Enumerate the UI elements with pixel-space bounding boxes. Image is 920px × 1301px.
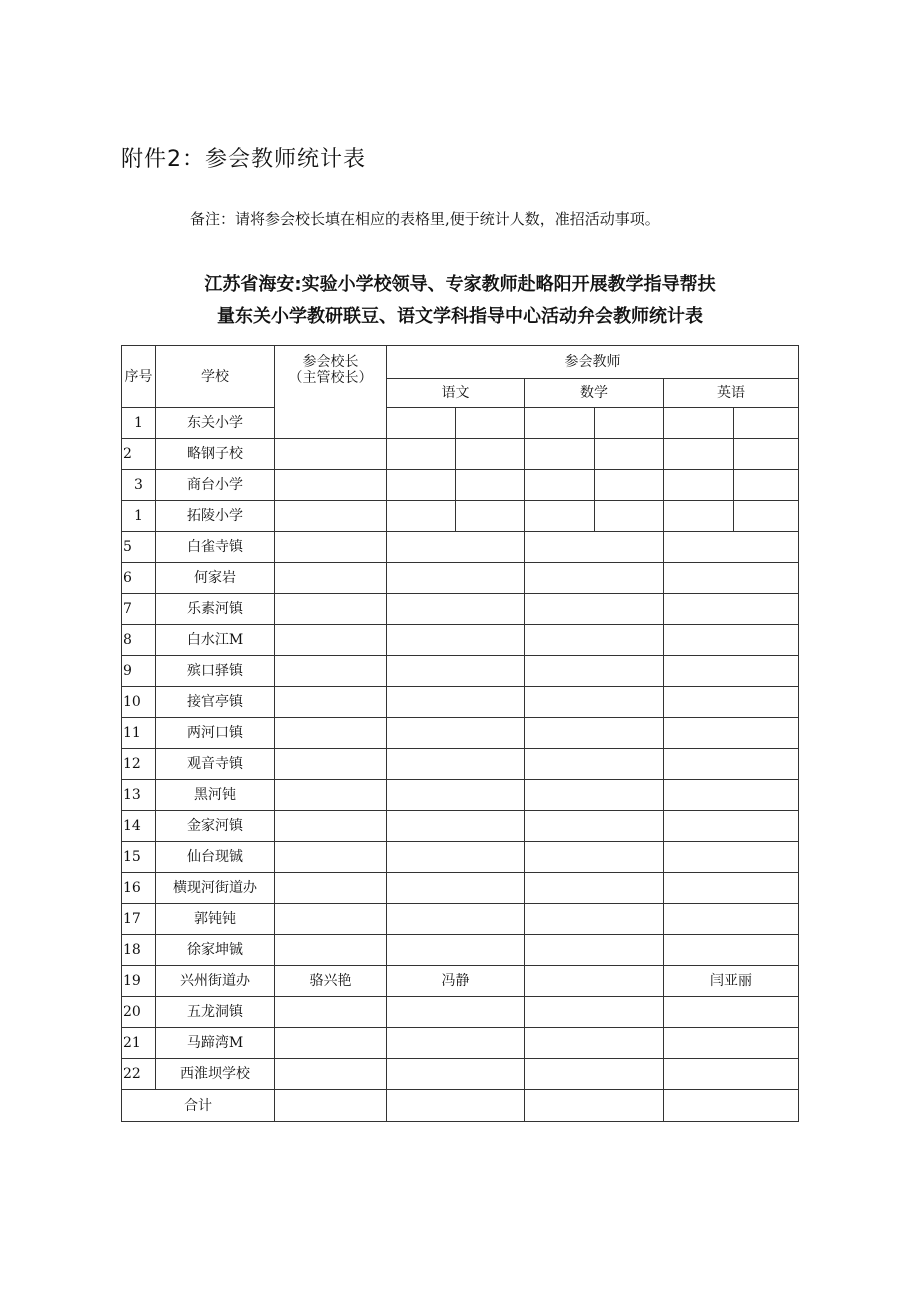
total-label: 合计: [122, 1090, 275, 1122]
row-no: 12: [122, 749, 156, 780]
header-teachers: 参会教师: [387, 346, 799, 379]
row-english: [664, 811, 799, 842]
row-principal: [275, 439, 387, 470]
row-no: 9: [122, 656, 156, 687]
total-english: [664, 1090, 799, 1122]
row-teacher-cell: [595, 439, 664, 470]
total-math: [525, 1090, 664, 1122]
row-school: 乐素河镇: [156, 594, 275, 625]
row-teacher-cell: [456, 408, 525, 439]
total-row: [122, 1090, 799, 1122]
row-teacher-cell: [387, 408, 456, 439]
row-no: 22: [122, 1059, 156, 1090]
row-english: [664, 873, 799, 904]
row-school: 商台小学: [156, 470, 275, 501]
row-teacher-cell: [525, 501, 595, 532]
teacher-statistics-table: [121, 345, 799, 1122]
row-chinese: [387, 904, 525, 935]
row-math: [525, 1059, 664, 1090]
row-school: 东关小学: [156, 408, 275, 439]
table-row: [122, 718, 799, 749]
row-school: 郭钝钝: [156, 904, 275, 935]
row-no: 5: [122, 532, 156, 563]
table-title-line1: 江苏省海安:实验小学校领导、专家教师赴略阳开展教学指导帮扶: [204, 274, 716, 295]
row-math: [525, 842, 664, 873]
attachment-heading: 附件2：参会教师统计表: [121, 147, 366, 172]
row-principal: [275, 935, 387, 966]
row-teacher-cell: [664, 470, 734, 501]
row-english: [664, 594, 799, 625]
row-english: [664, 656, 799, 687]
row-school: 殡口驿镇: [156, 656, 275, 687]
table-row: [122, 811, 799, 842]
row-chinese: [387, 687, 525, 718]
row-no: 1: [122, 408, 156, 439]
table-row: [122, 1028, 799, 1059]
row-teacher-cell: [456, 470, 525, 501]
table-title-line2: 量东关小学教研联豆、语文学科指导中心活动弁会教师统计表: [217, 306, 703, 327]
row-school: 兴州街道办: [156, 966, 275, 997]
row-no: 11: [122, 718, 156, 749]
row-math: [525, 718, 664, 749]
row-teacher-cell: [525, 470, 595, 501]
row-teacher-cell: [456, 501, 525, 532]
row-math: [525, 625, 664, 656]
row-math: [525, 904, 664, 935]
row-teacher-cell: [595, 470, 664, 501]
total-principal: [275, 1090, 387, 1122]
row-school: 马蹄湾M: [156, 1028, 275, 1059]
header-subject-english: 英语: [664, 379, 799, 408]
row-school: 拓陵小学: [156, 501, 275, 532]
row-school: 观音寺镇: [156, 749, 275, 780]
row-principal: [275, 1059, 387, 1090]
row-principal: [275, 997, 387, 1028]
row-school: 横现河街道办: [156, 873, 275, 904]
row-math: [525, 563, 664, 594]
row-chinese: 冯静: [387, 966, 525, 997]
row-chinese: [387, 997, 525, 1028]
row-math: [525, 749, 664, 780]
row-math: [525, 811, 664, 842]
row-teacher-cell: [595, 408, 664, 439]
row-english: [664, 935, 799, 966]
row-chinese: [387, 532, 525, 563]
row-school: 略钢子校: [156, 439, 275, 470]
row-principal: [275, 532, 387, 563]
row-chinese: [387, 749, 525, 780]
row-principal: [275, 811, 387, 842]
row-chinese: [387, 935, 525, 966]
row-english: [664, 718, 799, 749]
row-teacher-cell: [734, 470, 799, 501]
row-teacher-cell: [734, 408, 799, 439]
row-teacher-cell: [595, 501, 664, 532]
table-row: [122, 780, 799, 811]
row-math: [525, 1028, 664, 1059]
row-teacher-cell: [387, 439, 456, 470]
row-school: 两河口镇: [156, 718, 275, 749]
row-chinese: [387, 1028, 525, 1059]
row-english: [664, 842, 799, 873]
row-teacher-cell: [525, 439, 595, 470]
row-math: [525, 966, 664, 997]
row-principal: 骆兴艳: [275, 966, 387, 997]
table-row: [122, 873, 799, 904]
row-school: 西淮坝学校: [156, 1059, 275, 1090]
table-row: [122, 625, 799, 656]
row-school: 白雀寺镇: [156, 532, 275, 563]
table-row: [122, 563, 799, 594]
row-no: 1: [122, 501, 156, 532]
table-row: [122, 532, 799, 563]
table-row: [122, 439, 799, 470]
table-row: [122, 749, 799, 780]
table-row: [122, 842, 799, 873]
row-no: 2: [122, 439, 156, 470]
row-principal: [275, 687, 387, 718]
table-row: [122, 656, 799, 687]
table-row: [122, 997, 799, 1028]
header-school: 学校: [156, 346, 275, 408]
row-english: [664, 687, 799, 718]
total-chinese: [387, 1090, 525, 1122]
row-teacher-cell: [664, 439, 734, 470]
row-math: [525, 997, 664, 1028]
row-school: 徐家坤铖: [156, 935, 275, 966]
row-no: 8: [122, 625, 156, 656]
header-principal-line2: （主管校长）: [288, 370, 373, 386]
row-teacher-cell: [734, 501, 799, 532]
row-principal: [275, 718, 387, 749]
row-math: [525, 532, 664, 563]
row-school: 黑河钝: [156, 780, 275, 811]
row-chinese: [387, 842, 525, 873]
row-school: 白水江M: [156, 625, 275, 656]
row-chinese: [387, 873, 525, 904]
row-english: [664, 563, 799, 594]
row-english: [664, 904, 799, 935]
row-no: 7: [122, 594, 156, 625]
row-no: 10: [122, 687, 156, 718]
header-subject-math: 数学: [525, 379, 664, 408]
row-teacher-cell: [525, 408, 595, 439]
table-row: [122, 470, 799, 501]
table-row: [122, 408, 799, 439]
row-principal: [275, 501, 387, 532]
table-row: [122, 594, 799, 625]
row-chinese: [387, 780, 525, 811]
row-no: 17: [122, 904, 156, 935]
row-no: 20: [122, 997, 156, 1028]
row-teacher-cell: [456, 439, 525, 470]
row-no: 3: [122, 470, 156, 501]
row-teacher-cell: [664, 501, 734, 532]
row-chinese: [387, 563, 525, 594]
row-math: [525, 780, 664, 811]
row-principal: [275, 563, 387, 594]
row-no: 14: [122, 811, 156, 842]
row-principal: [275, 470, 387, 501]
table-row: [122, 904, 799, 935]
row-math: [525, 594, 664, 625]
row-chinese: [387, 811, 525, 842]
row-no: 19: [122, 966, 156, 997]
header-principal: [275, 346, 387, 439]
table-row: [122, 1059, 799, 1090]
row-school: 金家河镇: [156, 811, 275, 842]
header-subject-chinese: 语文: [387, 379, 525, 408]
row-teacher-cell: [734, 439, 799, 470]
row-teacher-cell: [387, 501, 456, 532]
row-math: [525, 935, 664, 966]
row-teacher-cell: [387, 470, 456, 501]
table-row: [122, 687, 799, 718]
row-no: 18: [122, 935, 156, 966]
note-text: 备注：请将参会校长填在相应的表格里,便于统计人数，准招活动事项。: [190, 210, 660, 228]
row-principal: [275, 904, 387, 935]
row-principal: [275, 780, 387, 811]
row-principal: [275, 625, 387, 656]
row-school: 仙台现铖: [156, 842, 275, 873]
row-english: [664, 625, 799, 656]
row-chinese: [387, 718, 525, 749]
table-row: [122, 501, 799, 532]
row-principal: [275, 749, 387, 780]
table-row: [122, 966, 799, 997]
row-principal: [275, 873, 387, 904]
row-no: 13: [122, 780, 156, 811]
row-english: [664, 1028, 799, 1059]
row-english: [664, 532, 799, 563]
row-principal: [275, 594, 387, 625]
row-school: 何家岩: [156, 563, 275, 594]
header-principal-line1: 参会校长: [302, 354, 359, 370]
row-chinese: [387, 594, 525, 625]
row-english: 闫亚丽: [664, 966, 799, 997]
row-english: [664, 749, 799, 780]
row-school: 五龙洞镇: [156, 997, 275, 1028]
row-no: 6: [122, 563, 156, 594]
row-math: [525, 656, 664, 687]
row-principal: [275, 656, 387, 687]
row-chinese: [387, 1059, 525, 1090]
row-math: [525, 873, 664, 904]
row-principal: [275, 1028, 387, 1059]
row-teacher-cell: [664, 408, 734, 439]
row-chinese: [387, 656, 525, 687]
row-english: [664, 1059, 799, 1090]
row-math: [525, 687, 664, 718]
row-english: [664, 780, 799, 811]
row-no: 21: [122, 1028, 156, 1059]
row-school: 接官亭镇: [156, 687, 275, 718]
row-principal: [275, 842, 387, 873]
row-no: 15: [122, 842, 156, 873]
row-no: 16: [122, 873, 156, 904]
header-no: 序号: [122, 346, 156, 408]
row-chinese: [387, 625, 525, 656]
table-row: [122, 935, 799, 966]
row-english: [664, 997, 799, 1028]
